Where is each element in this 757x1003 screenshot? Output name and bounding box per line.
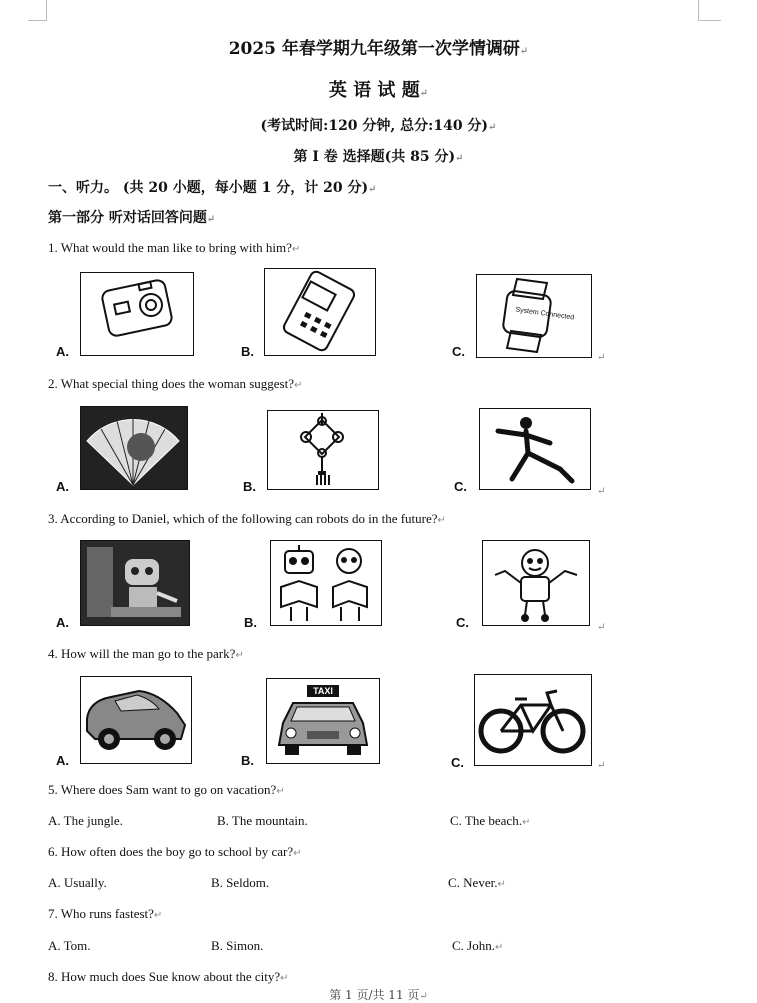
q7-option-c[interactable]: C. John.↵ — [452, 938, 504, 953]
question-6-stem: 6. How often does the boy go to school by car?↵ — [48, 844, 302, 859]
q5-option-c[interactable]: C. The beach.↵ — [450, 813, 531, 828]
q2-option-a-label: A. — [56, 479, 69, 494]
q1-option-b-image[interactable] — [264, 268, 376, 356]
page-footer: 第 1 页/共 11 页↵ — [329, 988, 428, 1002]
crop-mark-top-right — [698, 0, 721, 21]
q1-para-mark: ↵ — [597, 352, 606, 363]
q3-option-a-image[interactable] — [80, 540, 190, 626]
q4-option-b-label: B. — [241, 753, 254, 768]
q6-option-c[interactable]: C. Never.↵ — [448, 875, 506, 890]
q3-option-a-label: A. — [56, 615, 69, 630]
exam-subtitle: 英 语 试 题↵ — [328, 80, 429, 101]
q4-option-c-image[interactable] — [474, 674, 592, 766]
volume-heading: 第 Ⅰ 卷 选择题(共 85 分)↵ — [293, 149, 464, 165]
paper-fan-icon — [81, 407, 186, 488]
robot-reading-icon — [271, 541, 380, 624]
chinese-knot-icon — [268, 411, 377, 488]
robot-cooking-icon — [81, 541, 188, 624]
bicycle-icon — [475, 675, 590, 764]
q3-option-c-label: C. — [456, 615, 469, 630]
q1-option-b-label: B. — [241, 344, 254, 359]
exam-title: 2025 年春学期九年级第一次学情调研↵ — [228, 39, 529, 59]
q4-option-c-label: C. — [451, 755, 464, 770]
q6-option-a[interactable]: A. Usually. — [48, 875, 107, 890]
question-7-stem: 7. Who runs fastest?↵ — [48, 906, 163, 921]
q2-option-b-image[interactable] — [267, 410, 379, 490]
q4-option-b-image[interactable] — [266, 678, 380, 764]
q4-option-a-label: A. — [56, 753, 69, 768]
q3-option-b-image[interactable] — [270, 540, 382, 626]
taxi-sign-text: TAXI — [313, 686, 333, 696]
q7-option-b[interactable]: B. Simon. — [211, 938, 264, 953]
question-5-stem: 5. Where does Sam want to go on vacation?↵ — [48, 782, 285, 797]
q3-option-b-label: B. — [244, 615, 257, 630]
q1-option-a-label: A. — [56, 344, 69, 359]
question-4-stem: 4. How will the man go to the park?↵ — [48, 646, 244, 661]
crop-mark-top-left — [28, 0, 47, 21]
q1-option-a-image[interactable] — [80, 272, 194, 356]
smart-watch-icon — [477, 275, 590, 356]
q6-option-b[interactable]: B. Seldom. — [211, 875, 270, 890]
q4-para-mark: ↵ — [597, 760, 606, 771]
exam-info: (考试时间:120 分钟, 总分:140 分)↵ — [260, 118, 497, 134]
q2-option-a-image[interactable] — [80, 406, 188, 490]
q1-option-c-label: C. — [452, 344, 465, 359]
section-heading: 一、听力。 (共 20 小题，每小题 1 分，计 20 分)↵ — [48, 180, 377, 196]
question-2-stem: 2. What special thing does the woman suggest?↵ — [48, 376, 303, 391]
q7-option-a[interactable]: A. Tom. — [48, 938, 91, 953]
q3-option-c-image[interactable] — [482, 540, 590, 626]
camera-icon — [81, 273, 192, 354]
car-icon — [81, 677, 190, 762]
question-1-stem: 1. What would the man like to bring with him?↵ — [48, 240, 301, 255]
part-heading: 第一部分 听对话回答问题↵ — [48, 210, 216, 226]
q5-option-b[interactable]: B. The mountain. — [217, 813, 308, 828]
question-8-stem: 8. How much does Sue know about the city?↵ — [48, 969, 289, 984]
robot-dancing-icon — [483, 541, 588, 624]
taxi-icon — [267, 679, 378, 762]
q2-para-mark: ↵ — [597, 486, 606, 497]
kung-fu-icon — [480, 409, 589, 488]
q2-option-c-image[interactable] — [479, 408, 591, 490]
q5-option-a[interactable]: A. The jungle. — [48, 813, 123, 828]
q1-option-c-image[interactable] — [476, 274, 592, 358]
q3-para-mark: ↵ — [597, 622, 606, 633]
question-3-stem: 3. According to Daniel, which of the following can robots do in the future?↵ — [48, 511, 446, 526]
q2-option-b-label: B. — [243, 479, 256, 494]
q2-option-c-label: C. — [454, 479, 467, 494]
q4-option-a-image[interactable] — [80, 676, 192, 764]
watch-screen-text: System Connected — [514, 306, 575, 322]
mobile-phone-icon — [265, 269, 374, 354]
